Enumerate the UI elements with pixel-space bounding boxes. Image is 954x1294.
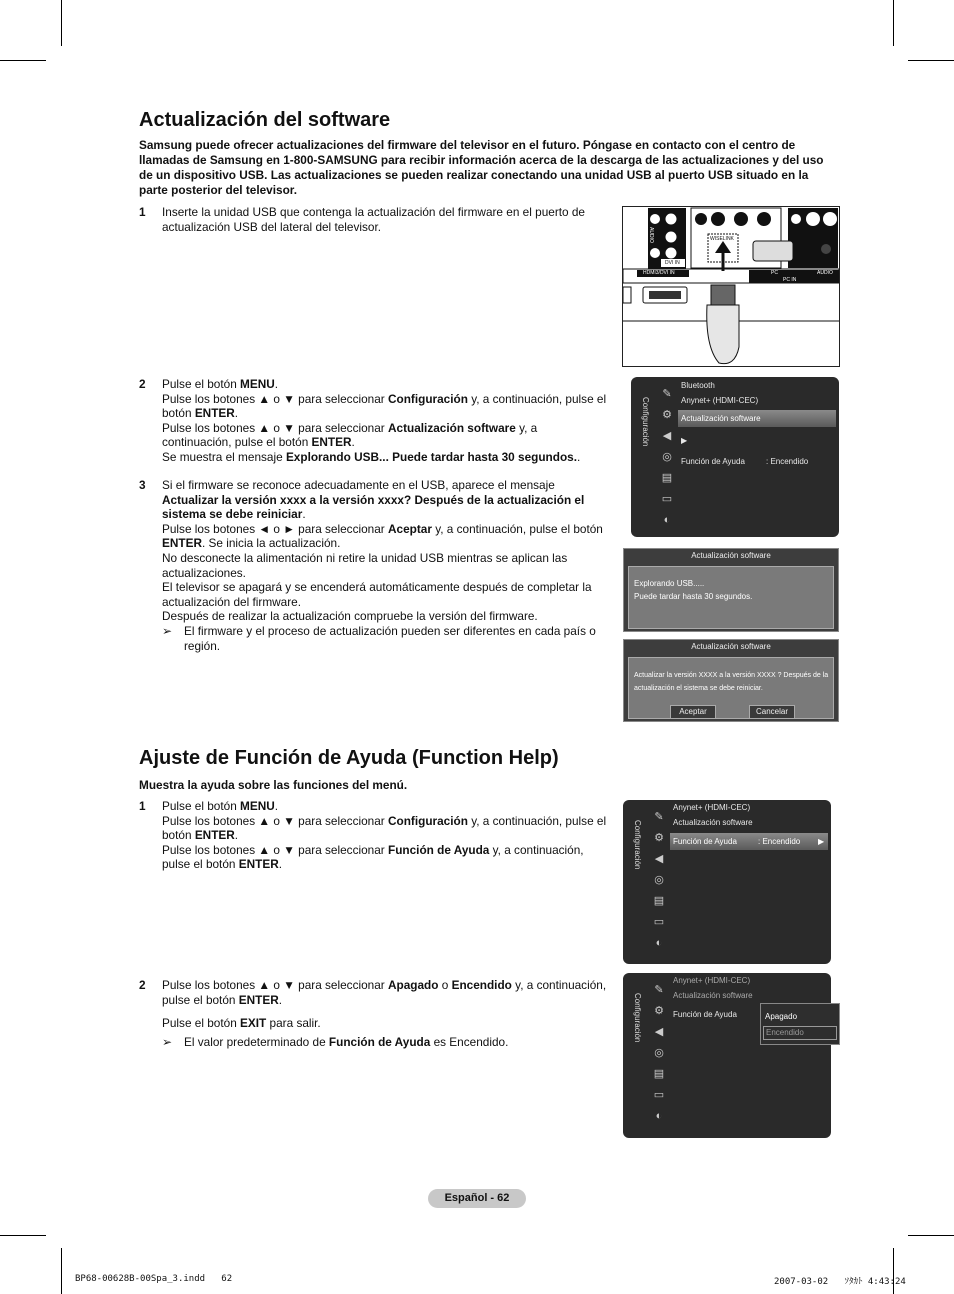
step-number: 2 (139, 377, 146, 391)
menu-item[interactable]: Función de Ayuda (681, 457, 745, 466)
menu-item[interactable]: Actualización software (673, 991, 753, 1000)
step-line: Pulse los botones ▲ o ▼ para seleccionar Actualización software y, a continuación, pulse el botón ENTER. (162, 420, 538, 450)
menu-item[interactable]: Anynet+ (HDMI-CEC) (673, 803, 751, 812)
step-line: No desconecte la alimentación ni retire la unidad USB mientras se aplican las actualizaciones. (162, 550, 568, 580)
menu-item[interactable]: Actualización software (673, 818, 753, 827)
cancel-button[interactable]: Cancelar (749, 705, 795, 719)
menu-icons (647, 810, 671, 957)
setup-gear-icon: ⚙ (654, 1005, 664, 1017)
support-icon: ◐ (655, 1110, 663, 1122)
dialog-title: Actualización software (691, 551, 771, 560)
support-icon: ◐ (655, 937, 663, 949)
accept-button[interactable]: Aceptar (670, 705, 716, 719)
setup-gear-icon: ⚙ (654, 832, 664, 844)
step-line: Pulse los botones ▲ o ▼ para seleccionar Configuración y, a continuación, pulse el botón ENTER. (162, 391, 607, 421)
step-number: 1 (139, 799, 146, 813)
step-number: 3 (139, 478, 146, 492)
input-icon: ▤ (653, 1068, 665, 1080)
port-label: PC (771, 270, 778, 276)
step-line: Pulse el botón EXIT para salir. (162, 1016, 321, 1031)
step-2 (139, 377, 609, 465)
step-1 (139, 799, 614, 872)
menu-item[interactable]: Anynet+ (HDMI-CEC) (681, 396, 759, 405)
option-encendido[interactable]: Encendido (763, 1026, 837, 1040)
dialog-line: Explorando USB..... (634, 579, 705, 588)
application-icon: ▭ (653, 1089, 665, 1101)
crop-mark (908, 1235, 954, 1236)
dialog-line: Puede tardar hasta 30 segundos. (634, 592, 753, 601)
tv-back-panel-icon (623, 207, 839, 366)
port-label: PC IN (783, 277, 797, 283)
menu-item-selected[interactable]: Función de Ayuda : Encendido ▶ (670, 833, 828, 850)
crop-mark (893, 1248, 894, 1294)
scanning-usb-dialog (623, 548, 839, 632)
port-label: WISELINK (710, 236, 734, 242)
print-date-info: 2007-03-02 ｿﾀｶﾄ 4:43:24 (774, 1277, 906, 1287)
port-label: AUDIO (817, 270, 833, 276)
crop-mark (61, 1248, 62, 1294)
input-icon: ▤ (653, 895, 665, 907)
setup-menu-screen (623, 800, 831, 964)
step-3 (139, 478, 609, 653)
application-icon: ▭ (653, 916, 665, 928)
channel-icon: ◎ (662, 451, 672, 463)
section-intro: Muestra la ayuda sobre las funciones del menú. (139, 778, 408, 792)
channel-icon: ◎ (654, 874, 664, 886)
step-line: Pulse los botones ▲ o ▼ para seleccionar Función de Ayuda y, a continuación, pulse el botón ENTER. (162, 842, 584, 872)
step-line: Pulse el botón MENU. (162, 377, 279, 391)
submenu-arrow-icon: ▶ (818, 837, 825, 846)
menu-item[interactable]: Anynet+ (HDMI-CEC) (673, 976, 751, 985)
step-line: Se muestra el mensaje Explorando USB... Puede tardar hasta 30 segundos.. (162, 449, 581, 464)
note-arrow-icon: ➢ (162, 1034, 172, 1049)
port-label: HDMI3/DVI IN (643, 270, 675, 276)
sound-icon: ◀ (654, 1026, 664, 1038)
usb-port-illustration (622, 206, 840, 367)
crop-mark (908, 60, 954, 61)
support-icon: ◐ (663, 514, 671, 526)
setup-menu-screen (631, 377, 839, 537)
step-1 (139, 205, 589, 234)
channel-icon: ◎ (654, 1047, 664, 1059)
page-number-badge: Español - 62 (428, 1189, 526, 1208)
section-title-software: Actualización del software (139, 109, 391, 131)
step-number: 2 (139, 978, 146, 992)
section-title-function-help: Ajuste de Función de Ayuda (Function Help) (139, 747, 559, 769)
dialog-message: Actualizar la versión XXXX a la versión XXXX ? Después de la actualización el sistema se debe reiniciar. (634, 672, 829, 692)
menu-side-label: Configuración (641, 397, 650, 447)
input-icon: ▤ (661, 472, 673, 484)
menu-item-selected[interactable]: Actualización software (678, 410, 836, 427)
option-apagado[interactable]: Apagado (765, 1012, 798, 1021)
crop-mark (893, 0, 894, 46)
setup-gear-icon: ⚙ (662, 409, 672, 421)
step-line: Pulse los botones ▲ o ▼ para seleccionar Apagado o Encendido y, a continuación, pulse el botón ENTER. (162, 978, 607, 1007)
update-confirm-dialog (623, 639, 839, 722)
step-number: 1 (139, 205, 146, 219)
menu-icons (655, 387, 679, 534)
note (162, 1035, 614, 1050)
port-label: AUDIO (648, 227, 654, 243)
sound-icon: ◀ (662, 430, 672, 442)
note (162, 624, 609, 653)
crop-mark (0, 1235, 46, 1236)
step-line: Pulse los botones ◄ o ► para seleccionar Aceptar y, a continuación, pulse el botón ENTER. Se inicia la actualización. (162, 521, 603, 551)
dialog-title: Actualización software (691, 642, 771, 651)
picture-icon: ✎ (654, 811, 664, 823)
help-option-popup (760, 1003, 840, 1045)
note-text: El firmware y el proceso de actualización pueden ser diferentes en cada país o región. (184, 623, 596, 653)
step-2 (139, 978, 614, 1049)
step-line: El televisor se apagará y se encenderá automáticamente después de completar la actualización del firmware. (162, 580, 592, 609)
note-arrow-icon: ➢ (162, 623, 172, 638)
menu-side-label: Configuración (633, 993, 642, 1043)
note-text: El valor predeterminado de Función de Ayuda es Encendido. (184, 1034, 509, 1049)
setup-menu-screen (623, 973, 831, 1138)
print-file-info: BP68-00628B-00Spa_3.indd 62 (75, 1274, 233, 1284)
picture-icon: ✎ (654, 984, 664, 996)
step-line: Si el firmware se reconoce adecuadamente en el USB, aparece el mensaje Actualizar la versión xxxx a la versión xxxx? Después de la actualización el sistema se debe reiniciar. (162, 478, 585, 522)
step-line: Después de realizar la actualización compruebe la versión del firmware. (162, 609, 538, 624)
menu-side-label: Configuración (633, 820, 642, 870)
step-line: Pulse los botones ▲ o ▼ para seleccionar Configuración y, a continuación, pulse el botón ENTER. (162, 813, 607, 843)
crop-mark (0, 60, 46, 61)
menu-item-value: : Encendido (766, 457, 809, 466)
step-text: Inserte la unidad USB que contenga la actualización del firmware en el puerto de actualización USB del lateral del televisor. (162, 205, 585, 234)
step-line: Pulse el botón MENU. (162, 799, 279, 813)
application-icon: ▭ (661, 493, 673, 505)
menu-item[interactable]: Bluetooth (681, 381, 715, 390)
menu-icons (647, 983, 671, 1130)
section-intro: Samsung puede ofrecer actualizaciones del firmware del televisor en el futuro. Póngase en contacto con el centro de llamadas de Samsung en 1-800-SAMSUNG para recibir información acerca de la descarga de las actualizaciones y del uso de un dispositivo USB. Las actualizaciones se pueden realizar conectando una unidad USB al puerto USB situado en la parte posterior del televisor. (139, 138, 824, 197)
menu-item-current[interactable]: Función de Ayuda (673, 1010, 737, 1019)
crop-mark (61, 0, 62, 46)
picture-icon: ✎ (662, 388, 672, 400)
port-label: DVI IN (665, 260, 680, 266)
submenu-arrow-icon: ▶ (681, 436, 688, 445)
sound-icon: ◀ (654, 853, 664, 865)
